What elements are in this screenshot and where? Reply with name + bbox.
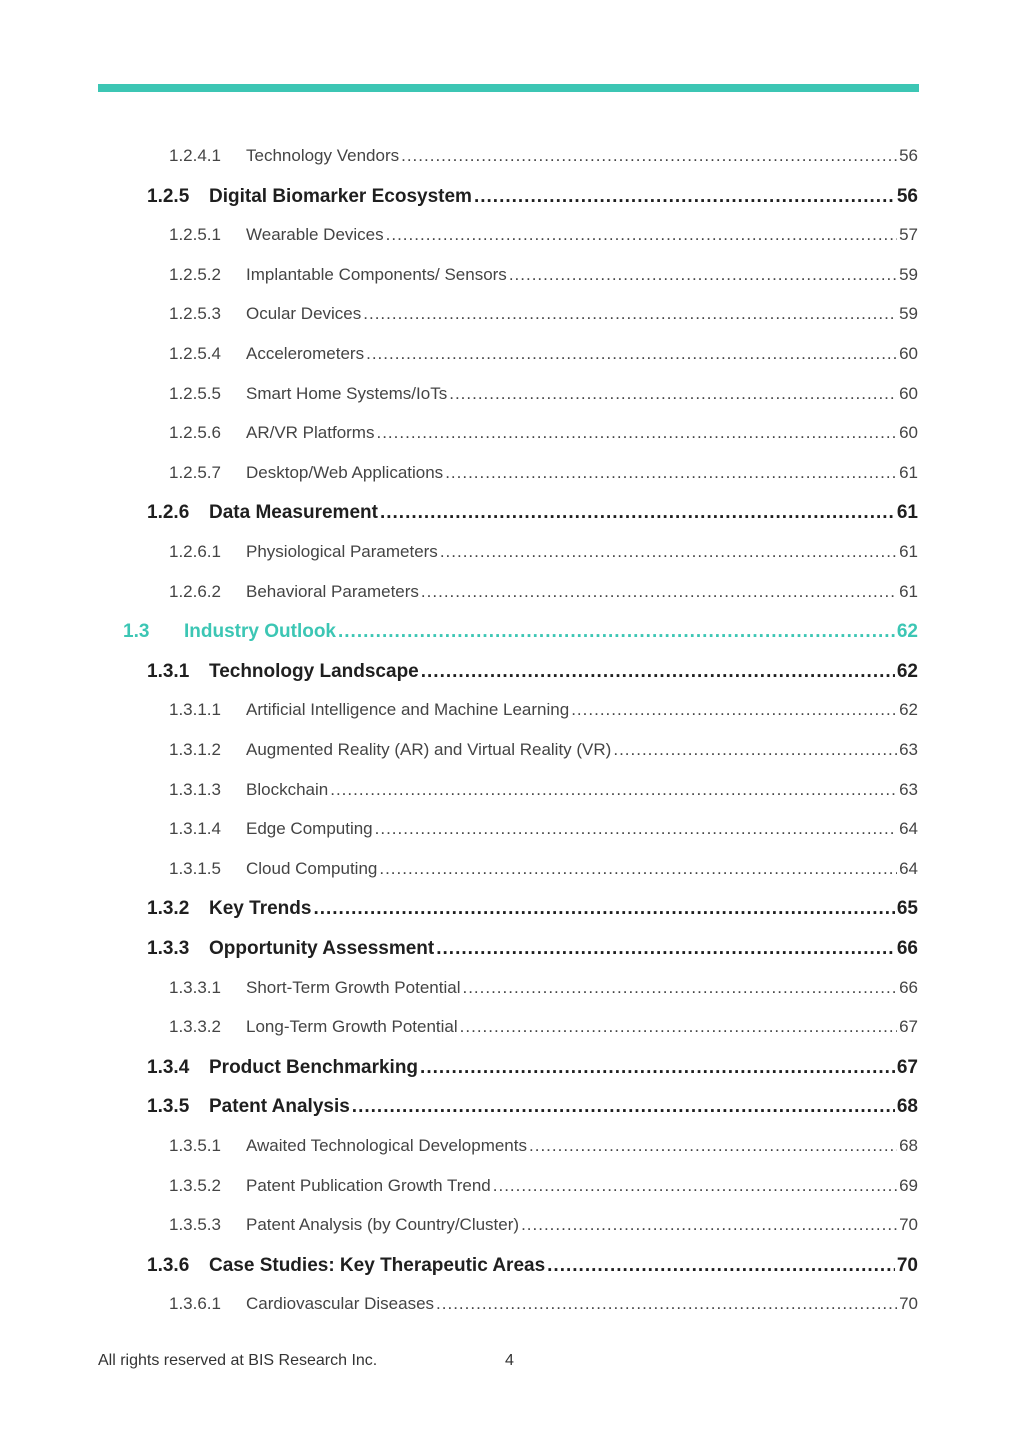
toc-entry-page: 68	[899, 1136, 918, 1155]
toc-dot-leader	[386, 225, 897, 245]
toc-entry[interactable]	[147, 1255, 918, 1277]
toc-entry-page: 56	[896, 185, 918, 207]
toc-entry-page: 64	[899, 858, 918, 878]
toc-dot-leader	[380, 502, 895, 524]
toc-dot-leader	[421, 582, 897, 602]
toc-entry-title: Ocular Devices	[246, 304, 362, 324]
toc-entry-number: 1.2.6.2	[169, 581, 221, 601]
toc-dot-leader	[509, 265, 897, 285]
toc-entry-title: Long-Term Growth Potential	[246, 1017, 458, 1037]
toc-entry[interactable]	[169, 1176, 918, 1196]
toc-entry-title: Smart Home Systems/IoTs	[246, 383, 448, 403]
toc-entry[interactable]	[169, 859, 918, 879]
toc-entry-page: 67	[896, 1056, 918, 1078]
toc-entry-page: 56	[899, 146, 918, 165]
toc-entry-page: 61	[896, 502, 918, 524]
toc-entry-page: 66	[899, 977, 918, 997]
toc-dot-leader	[613, 740, 897, 760]
toc-entry-page: 59	[899, 304, 918, 324]
toc-entry-title: Patent Analysis (by Country/Cluster)	[246, 1215, 520, 1235]
toc-dot-leader	[375, 819, 897, 839]
toc-entry-title: Accelerometers	[246, 344, 365, 363]
toc-entry[interactable]	[147, 502, 918, 524]
toc-dot-leader	[547, 1255, 895, 1277]
toc-entry[interactable]	[169, 1294, 918, 1314]
toc-entry-title: Cardiovascular Diseases	[246, 1294, 435, 1314]
toc-entry[interactable]	[169, 582, 918, 602]
toc-entry-title: Key Trends	[209, 898, 312, 920]
toc-dot-leader	[571, 700, 897, 720]
toc-entry-title: Patent Analysis	[209, 1096, 350, 1118]
toc-dot-leader	[401, 146, 897, 166]
toc-entry-number: 1.3.3.1	[169, 977, 221, 997]
toc-entry-page: 61	[899, 542, 918, 561]
toc-dot-leader	[474, 186, 895, 208]
toc-entry-page: 57	[899, 225, 918, 245]
toc-entry-title: Case Studies: Key Therapeutic Areas	[209, 1254, 546, 1276]
toc-entry-page: 61	[899, 581, 918, 601]
header-accent-bar	[98, 84, 919, 92]
toc-entry-number: 1.3.1.5	[169, 858, 221, 878]
toc-entry-title: AR/VR Platforms	[246, 423, 375, 443]
toc-entry[interactable]	[169, 384, 918, 404]
toc-entry-title: Digital Biomarker Ecosystem	[209, 185, 472, 207]
toc-entry-page: 68	[896, 1096, 918, 1118]
toc-entry-page: 70	[899, 1294, 918, 1314]
toc-entry-page: 62	[899, 700, 918, 720]
toc-entry-title: Short-Term Growth Potential	[246, 977, 461, 997]
toc-entry-page: 61	[899, 462, 918, 482]
toc-entry-page: 66	[896, 938, 918, 959]
toc-entry-page: 62	[896, 621, 918, 643]
toc-dot-leader	[445, 463, 897, 483]
toc-entry-title: Industry Outlook	[184, 621, 336, 643]
toc-entry-number: 1.3.1.1	[169, 700, 221, 720]
toc-entry-title: Desktop/Web Applications	[246, 462, 444, 482]
toc-entry-title: Wearable Devices	[246, 225, 384, 245]
toc-dot-leader	[352, 1096, 895, 1118]
toc-entry-page: 70	[896, 1254, 918, 1276]
toc-dot-leader	[420, 1057, 895, 1079]
toc-dot-leader	[529, 1136, 897, 1156]
toc-entry[interactable]	[169, 819, 918, 839]
toc-entry-title: Edge Computing	[246, 819, 373, 839]
toc-dot-leader	[436, 938, 895, 960]
toc-entry-number: 1.2.6.1	[169, 542, 221, 561]
toc-entry[interactable]	[169, 463, 918, 483]
toc-entry-number: 1.2.5.2	[169, 264, 221, 284]
toc-dot-leader	[330, 780, 897, 800]
toc-entry[interactable]	[147, 1096, 918, 1118]
toc-entry[interactable]	[169, 700, 918, 720]
toc-entry-number: 1.2.5	[147, 185, 190, 207]
toc-entry[interactable]	[147, 938, 918, 960]
toc-entry[interactable]	[169, 780, 918, 800]
toc-entry-number: 1.2.6	[147, 502, 190, 524]
toc-entry-number: 1.3.5.3	[169, 1215, 221, 1235]
toc-entry-title: Cloud Computing	[246, 858, 378, 878]
toc-entry-number: 1.2.5.7	[169, 462, 221, 482]
toc-dot-leader	[421, 661, 895, 683]
toc-entry-page: 59	[899, 264, 918, 284]
toc-entry-number: 1.3.1.2	[169, 740, 221, 759]
toc-entry-title: Awaited Technological Developments	[246, 1136, 527, 1155]
toc-entry-title: Augmented Reality (AR) and Virtual Reality (VR)	[246, 740, 612, 759]
toc-entry-number: 1.3.3	[147, 938, 190, 959]
toc-entry[interactable]	[169, 1017, 918, 1037]
toc-entry[interactable]	[147, 898, 918, 920]
toc-dot-leader	[460, 1017, 897, 1037]
toc-entry-page: 60	[899, 344, 918, 363]
toc-entry-number: 1.3.2	[147, 898, 190, 920]
toc-entry[interactable]	[169, 344, 918, 364]
toc-entry-title: Technology Vendors	[246, 146, 400, 165]
toc-dot-leader	[462, 978, 897, 998]
toc-dot-leader	[440, 542, 897, 562]
toc-dot-leader	[493, 1176, 897, 1196]
toc-entry[interactable]	[169, 1215, 918, 1235]
toc-entry-title: Data Measurement	[209, 502, 378, 524]
toc-entry[interactable]	[169, 225, 918, 245]
toc-entry-number: 1.3	[123, 621, 150, 643]
toc-entry[interactable]	[169, 1136, 918, 1156]
toc-entry-number: 1.3.6	[147, 1254, 190, 1276]
toc-entry[interactable]	[147, 1057, 918, 1079]
toc-entry[interactable]	[169, 740, 918, 760]
toc-entry[interactable]	[147, 186, 918, 208]
toc-entry-number: 1.2.5.1	[169, 225, 221, 245]
toc-entry-page: 63	[899, 740, 918, 759]
toc-entry[interactable]	[123, 621, 918, 643]
toc-dot-leader	[449, 384, 897, 404]
toc-entry-title: Behavioral Parameters	[246, 581, 419, 601]
toc-entry-title: Opportunity Assessment	[209, 938, 435, 959]
toc-entry-title: Artificial Intelligence and Machine Learning	[246, 700, 570, 720]
toc-dot-leader	[436, 1294, 897, 1314]
toc-entry[interactable]	[169, 542, 918, 562]
toc-entry-number: 1.3.1	[147, 660, 190, 682]
toc-entry[interactable]	[169, 146, 918, 166]
toc-entry-number: 1.3.1.3	[169, 779, 221, 799]
toc-entry-title: Technology Landscape	[209, 660, 419, 682]
toc-entry-page: 63	[899, 779, 918, 799]
toc-entry-number: 1.2.5.3	[169, 304, 221, 324]
toc-entry-number: 1.2.4.1	[169, 146, 221, 165]
footer-page-number: 4	[505, 1352, 514, 1369]
toc-entry-page: 67	[899, 1017, 918, 1037]
toc-entry-number: 1.3.5.2	[169, 1175, 221, 1195]
toc-entry-page: 65	[896, 898, 918, 920]
toc-dot-leader	[313, 898, 894, 920]
toc-entry-number: 1.3.6.1	[169, 1294, 221, 1314]
toc-entry[interactable]	[169, 423, 918, 443]
toc-entry-page: 62	[896, 660, 918, 682]
toc-entry-page: 60	[899, 423, 918, 443]
toc-entry-page: 60	[899, 383, 918, 403]
toc-entry-page: 69	[899, 1175, 918, 1195]
toc-entry-number: 1.3.1.4	[169, 819, 221, 839]
toc-dot-leader	[366, 344, 897, 364]
toc-entry-number: 1.3.4	[147, 1056, 190, 1078]
toc-entry-number: 1.3.5.1	[169, 1136, 221, 1155]
toc-entry[interactable]	[169, 304, 918, 324]
toc-entry-page: 64	[899, 819, 918, 839]
toc-dot-leader	[338, 621, 895, 643]
toc-entry-title: Implantable Components/ Sensors	[246, 264, 507, 284]
toc-dot-leader	[376, 423, 897, 443]
toc-entry[interactable]	[169, 978, 918, 998]
toc-entry-number: 1.2.5.6	[169, 423, 221, 443]
toc-entry-title: Physiological Parameters	[246, 542, 438, 561]
toc-entry-number: 1.2.5.4	[169, 344, 221, 363]
toc-entry-title: Blockchain	[246, 779, 329, 799]
toc-entry-number: 1.3.5	[147, 1096, 190, 1118]
toc-dot-leader	[363, 304, 897, 324]
toc-entry-number: 1.3.3.2	[169, 1017, 221, 1037]
toc-entry[interactable]	[169, 265, 918, 285]
toc-entry-number: 1.2.5.5	[169, 383, 221, 403]
toc-entry-title: Patent Publication Growth Trend	[246, 1175, 491, 1195]
toc-dot-leader	[379, 859, 897, 879]
toc-dot-leader	[521, 1215, 897, 1235]
footer-copyright: All rights reserved at BIS Research Inc.	[98, 1352, 378, 1369]
toc-entry-title: Product Benchmarking	[209, 1056, 419, 1078]
toc-entry-page: 70	[899, 1215, 918, 1235]
toc-entry[interactable]	[147, 661, 918, 683]
